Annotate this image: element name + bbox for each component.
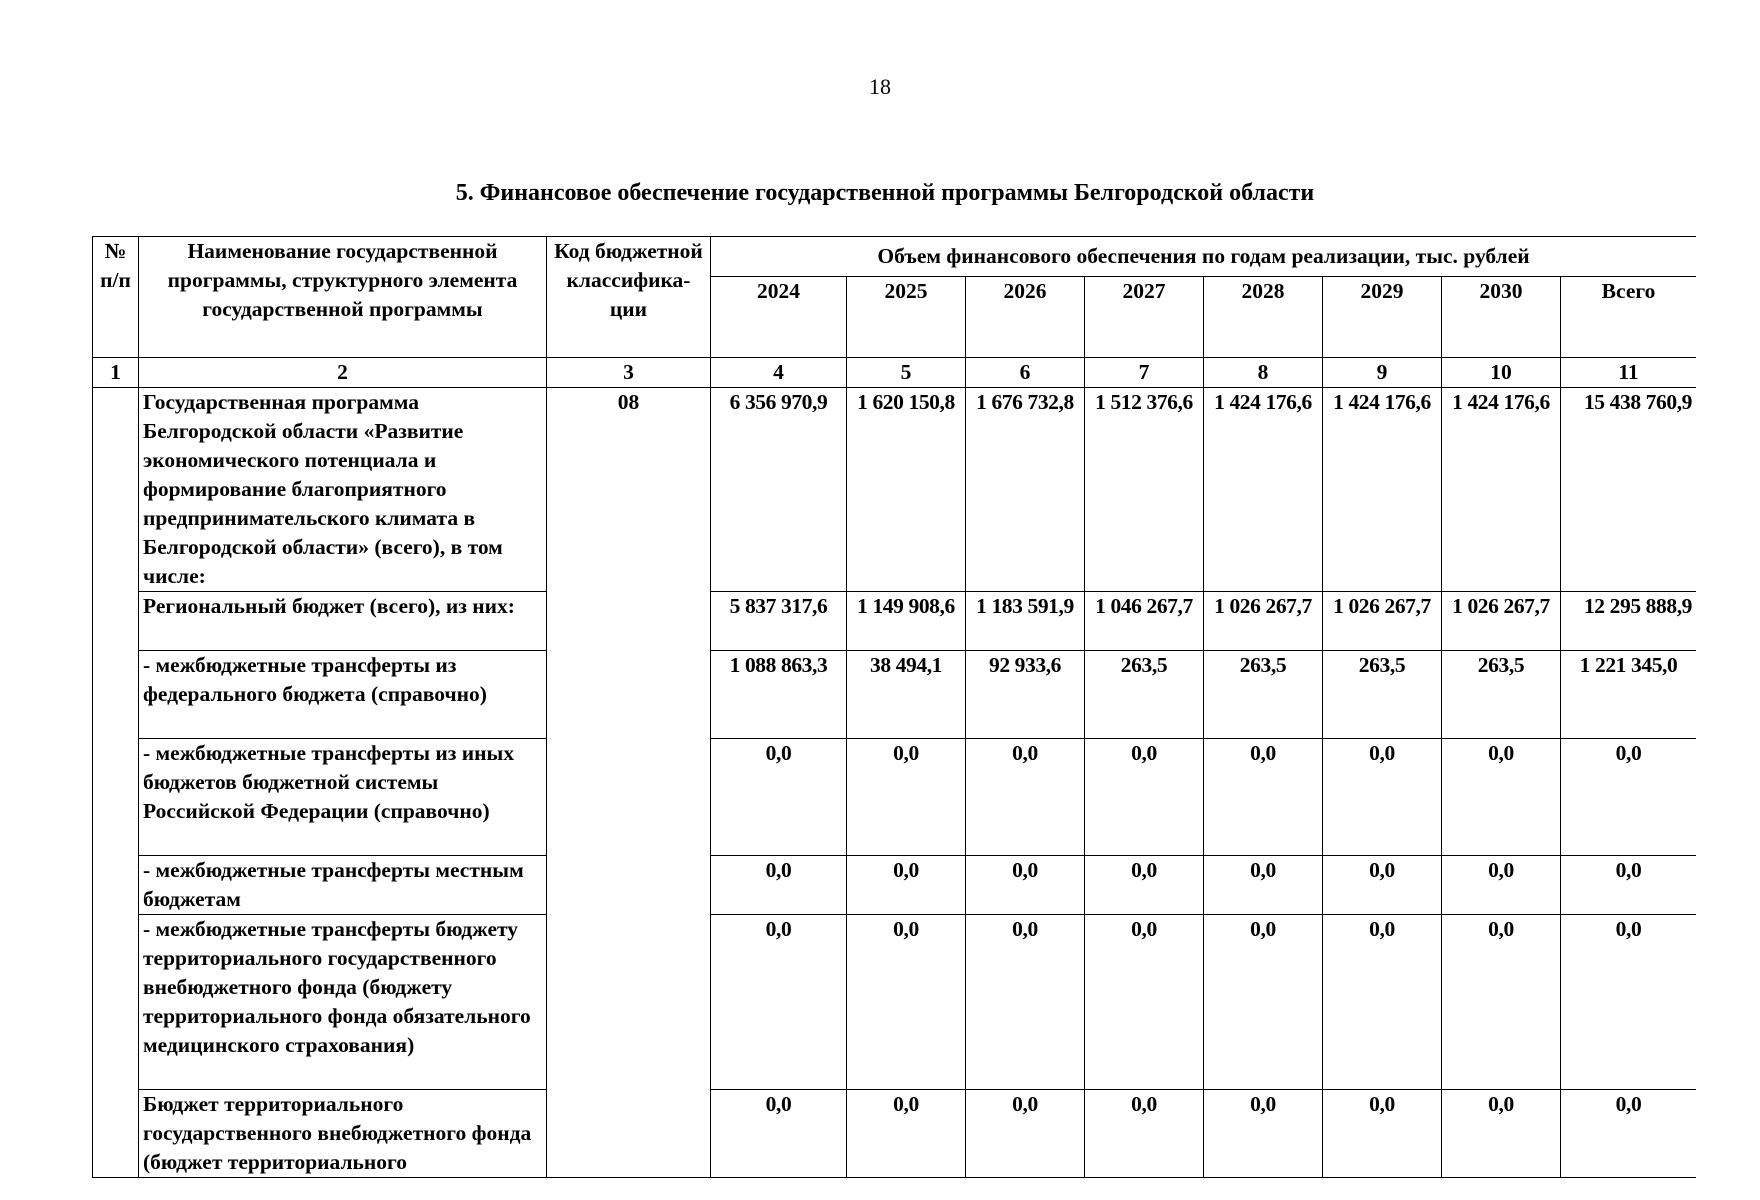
value-2024: 0,0	[711, 915, 847, 1090]
value-total: 0,0	[1561, 1090, 1697, 1178]
header-total: Всего	[1561, 277, 1697, 358]
value-2024: 6 356 970,9	[711, 388, 847, 592]
value-total: 1 221 345,0	[1561, 651, 1697, 739]
value-2025: 0,0	[847, 1090, 966, 1178]
value-2025: 0,0	[847, 739, 966, 856]
document-title: 5. Финансовое обеспечение государственной программы Белгородской области	[455, 180, 1315, 206]
header-name: Наименование государственной программы, структурного элемента государственной программы	[139, 237, 547, 358]
row-name: Региональный бюджет (всего), из них:	[139, 592, 547, 651]
value-2029: 1 424 176,6	[1323, 388, 1442, 592]
value-2029: 0,0	[1323, 856, 1442, 915]
value-2028: 1 424 176,6	[1204, 388, 1323, 592]
row-name: - межбюджетные трансферты местным бюджетам	[139, 856, 547, 915]
header-no: № п/п	[93, 237, 139, 358]
table-row	[93, 739, 1697, 856]
value-2030: 0,0	[1442, 856, 1561, 915]
col-number: 1	[93, 358, 139, 388]
value-2028: 0,0	[1204, 1090, 1323, 1178]
col-number: 2	[139, 358, 547, 388]
value-total: 12 295 888,9	[1561, 592, 1697, 651]
value-2024: 0,0	[711, 856, 847, 915]
row-name: - межбюджетные трансферты бюджету территориального государственного внебюджетного фонда (бюджету территориального фонда обязательного медицинского страхования)	[139, 915, 547, 1090]
header-code: Код бюджетной классифика-ции	[547, 237, 711, 358]
value-2030: 1 026 267,7	[1442, 592, 1561, 651]
col-number: 6	[966, 358, 1085, 388]
value-2028: 0,0	[1204, 915, 1323, 1090]
header-year-2027: 2027	[1085, 277, 1204, 358]
value-2029: 0,0	[1323, 1090, 1442, 1178]
row-name: Бюджет территориального государственного внебюджетного фонда (бюджет территориального	[139, 1090, 547, 1178]
financing-table-container	[92, 236, 1696, 1184]
header-year-2026: 2026	[966, 277, 1085, 358]
value-2024: 0,0	[711, 1090, 847, 1178]
row-name: - межбюджетные трансферты из иных бюджетов бюджетной системы Российской Федерации (справочно)	[139, 739, 547, 856]
value-2024: 0,0	[711, 739, 847, 856]
value-2029: 0,0	[1323, 915, 1442, 1090]
value-2030: 1 424 176,6	[1442, 388, 1561, 592]
row-name: - межбюджетные трансферты из федерального бюджета (справочно)	[139, 651, 547, 739]
table-row	[93, 592, 1697, 651]
value-2027: 263,5	[1085, 651, 1204, 739]
value-2025: 1 620 150,8	[847, 388, 966, 592]
table-row	[93, 1090, 1697, 1178]
value-2027: 1 046 267,7	[1085, 592, 1204, 651]
value-2025: 0,0	[847, 915, 966, 1090]
value-2027: 0,0	[1085, 739, 1204, 856]
budget-code: 08	[547, 388, 711, 1178]
value-2029: 263,5	[1323, 651, 1442, 739]
value-total: 0,0	[1561, 915, 1697, 1090]
table-row	[93, 856, 1697, 915]
col-number: 8	[1204, 358, 1323, 388]
value-total: 0,0	[1561, 739, 1697, 856]
col-number: 7	[1085, 358, 1204, 388]
value-2028: 263,5	[1204, 651, 1323, 739]
value-2029: 1 026 267,7	[1323, 592, 1442, 651]
value-2024: 1 088 863,3	[711, 651, 847, 739]
table-row	[93, 915, 1697, 1090]
table-row	[93, 388, 1697, 592]
value-2026: 1 183 591,9	[966, 592, 1085, 651]
col-number: 3	[547, 358, 711, 388]
page-number: 18	[869, 74, 891, 99]
value-2030: 263,5	[1442, 651, 1561, 739]
financing-table	[92, 236, 1696, 1178]
value-2027: 0,0	[1085, 856, 1204, 915]
table-row	[93, 651, 1697, 739]
col-number: 4	[711, 358, 847, 388]
value-total: 0,0	[1561, 856, 1697, 915]
value-2030: 0,0	[1442, 739, 1561, 856]
value-2028: 0,0	[1204, 739, 1323, 856]
value-2024: 5 837 317,6	[711, 592, 847, 651]
col-number: 10	[1442, 358, 1561, 388]
row-name: Государственная программа Белгородской области «Развитие экономического потенциала и формирование благоприятного предпринимательского климата в Белгородской области» (всего), в том числе:	[139, 388, 547, 592]
value-2026: 0,0	[966, 915, 1085, 1090]
value-2027: 0,0	[1085, 915, 1204, 1090]
value-2029: 0,0	[1323, 739, 1442, 856]
header-year-2030: 2030	[1442, 277, 1561, 358]
row-number-cell	[93, 388, 139, 1178]
header-year-2024: 2024	[711, 277, 847, 358]
header-year-2028: 2028	[1204, 277, 1323, 358]
value-2026: 0,0	[966, 739, 1085, 856]
value-2028: 0,0	[1204, 856, 1323, 915]
header-volume: Объем финансового обеспечения по годам реализации, тыс. рублей	[711, 237, 1697, 277]
value-2025: 0,0	[847, 856, 966, 915]
value-total: 15 438 760,9	[1561, 388, 1697, 592]
value-2026: 0,0	[966, 856, 1085, 915]
value-2025: 38 494,1	[847, 651, 966, 739]
value-2028: 1 026 267,7	[1204, 592, 1323, 651]
col-number: 11	[1561, 358, 1697, 388]
header-year-2025: 2025	[847, 277, 966, 358]
value-2025: 1 149 908,6	[847, 592, 966, 651]
value-2027: 0,0	[1085, 1090, 1204, 1178]
value-2026: 92 933,6	[966, 651, 1085, 739]
value-2030: 0,0	[1442, 1090, 1561, 1178]
header-year-2029: 2029	[1323, 277, 1442, 358]
value-2026: 1 676 732,8	[966, 388, 1085, 592]
col-number: 5	[847, 358, 966, 388]
value-2030: 0,0	[1442, 915, 1561, 1090]
value-2026: 0,0	[966, 1090, 1085, 1178]
value-2027: 1 512 376,6	[1085, 388, 1204, 592]
col-number: 9	[1323, 358, 1442, 388]
